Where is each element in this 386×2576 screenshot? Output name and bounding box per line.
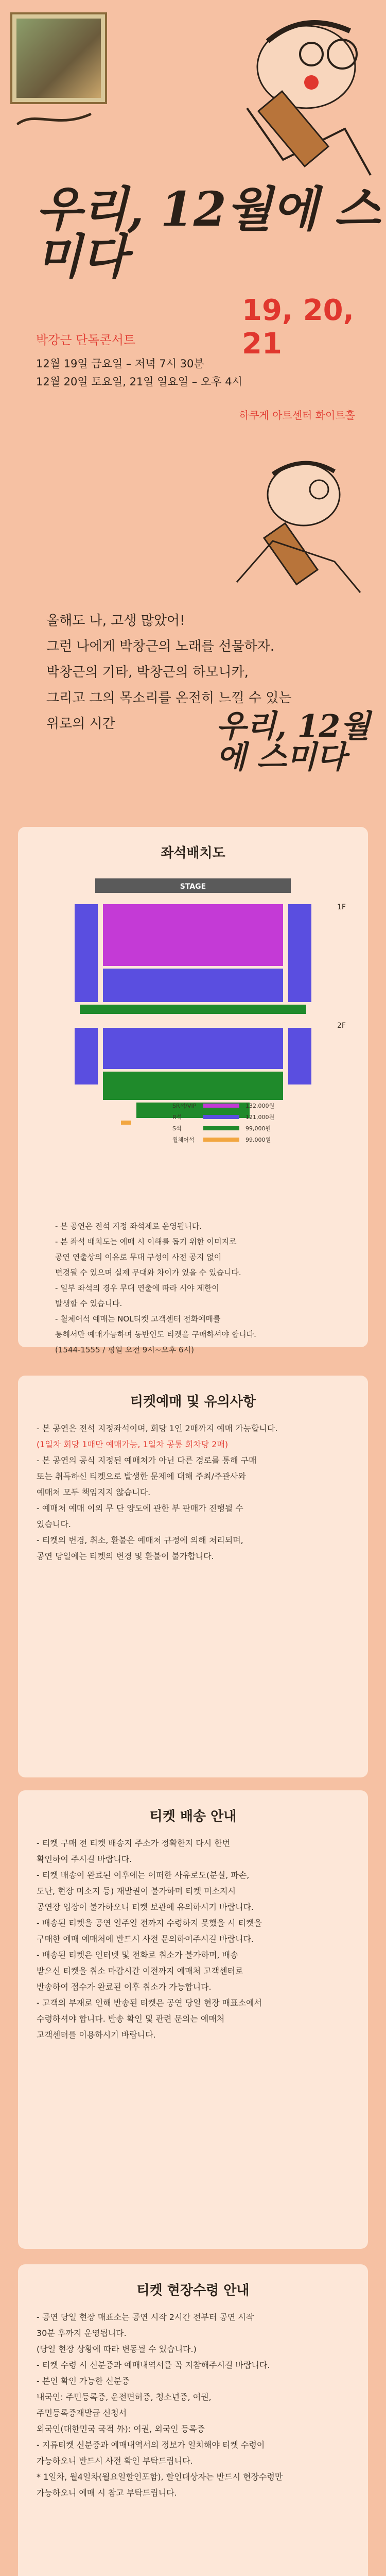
booking-item: 공연 당일에는 티켓의 변경 및 환불이 불가합니다. <box>37 1551 214 1561</box>
seat-note: 발생할 수 있습니다. <box>55 1299 122 1308</box>
seat-block-s-floor1 <box>80 1005 306 1014</box>
booking-item: - 본 공연은 전석 지정좌석이며, 회당 1인 2매까지 예매 가능합니다. <box>37 1423 278 1433</box>
legend-grade: S석 <box>172 1125 182 1132</box>
message-line: 그런 나에게 박창근의 노래를 선물하자. <box>46 639 275 654</box>
delivery-notice-card <box>18 1790 368 2249</box>
legend-row <box>172 1123 274 1134</box>
booking-list <box>18 1410 368 1574</box>
delivery-item: - 고객의 부재로 인해 반송된 티켓은 공연 당일 현장 매표소에서 <box>37 1998 262 2008</box>
seat-notes <box>37 1208 386 1368</box>
onsite-title: 티켓 현장수령 안내 <box>136 2283 250 2298</box>
message-line: 올해도 나, 고생 많았어! <box>46 613 185 629</box>
brush-stroke-decoration <box>15 108 93 129</box>
legend-price: 121,000원 <box>245 1114 275 1121</box>
onsite-item: 30분 후까지 운영됩니다. <box>37 2328 127 2338</box>
hero-dates: 19, 20, 21 <box>242 294 354 361</box>
delivery-item: - 배송된 티켓을 공연 일주일 전까지 수령하지 못했을 시 티켓을 <box>37 1918 262 1928</box>
seat-note: - 본 공연은 전석 지정 좌석제로 운영됩니다. <box>55 1222 202 1231</box>
booking-item: - 예매처 예매 이외 무 단 양도에 관한 부 판매가 진행될 수 <box>37 1503 243 1513</box>
delivery-item: 구매한 예매 예매처에 반드시 사전 문의하여주시길 바랍니다. <box>37 1934 254 1944</box>
legend-swatch <box>203 1104 239 1108</box>
seat-block-r-left <box>75 904 98 1002</box>
onsite-item: (당일 현장 상황에 따라 변동될 수 있습니다.) <box>37 2344 197 2354</box>
delivery-item: - 티켓 구매 전 티켓 배송지 주소가 정확한지 다시 한번 <box>37 1838 231 1848</box>
seat-note: 통해서만 예매가능하며 동반인도 티켓을 구매하셔야 합니다. <box>55 1330 256 1339</box>
message-line: 박창근의 기타, 박창근의 하모니카, <box>46 665 249 680</box>
hero-schedule-2: 12월 20일 토요일, 21일 일요일 – 오후 4시 <box>36 376 242 388</box>
message-line: 그리고 그의 목소리를 온전히 느낄 수 있는 <box>46 690 292 706</box>
seat-note: (1544-1555 / 평일 오전 9시~오후 6시) <box>55 1345 194 1354</box>
seat-note: 변경될 수 있으며 실제 무대와 차이가 있을 수 있습니다. <box>55 1268 241 1277</box>
onsite-item: 가능하오니 반드시 사전 확인 부탁드립니다. <box>37 2456 193 2466</box>
message-section <box>0 453 386 814</box>
booking-notice-card <box>18 1376 368 1777</box>
seat-block-r-center <box>103 969 283 1002</box>
seat-note: - 휠체어석 예매는 NOL티켓 고객센터 전화예매를 <box>55 1314 221 1324</box>
message-line: 위로의 시간 <box>46 716 115 732</box>
onsite-item: 주민등록증재발급 신청서 <box>37 2408 127 2418</box>
onsite-item: - 티켓 수령 시 신분증과 예매내역서를 꼭 지참해주시길 바랍니다. <box>37 2360 270 2370</box>
seat-block-r-2f-center <box>103 1028 283 1069</box>
singer-illustration <box>216 5 381 201</box>
booking-title: 티켓예매 및 유의사항 <box>130 1394 256 1410</box>
hero-title: 우리, 12월에 스미다 <box>36 181 380 284</box>
onsite-pickup-card <box>18 2264 368 2576</box>
legend-price: 99,000원 <box>245 1137 271 1143</box>
seat-block-vip <box>103 904 283 966</box>
onsite-item: - 공연 당일 현장 매표소는 공연 시작 2시간 전부터 공연 시작 <box>37 2312 254 2322</box>
hero-subtitle: 박강근 단독콘서트 <box>36 333 136 347</box>
legend-price: 99,000원 <box>245 1125 271 1132</box>
seat-map-card <box>18 827 368 1354</box>
booking-item: - 본 공연의 공식 지정된 예매처가 아닌 다른 경로를 통해 구매 <box>37 1455 257 1465</box>
delivery-item: 공연장 입장이 불가하오니 티켓 보관에 유의하시기 바랍니다. <box>37 1902 254 1912</box>
booking-item: - 티켓의 변경, 취소, 환불은 예매처 규정에 의해 처리되며, <box>37 1535 243 1545</box>
seat-note: - 일부 좌석의 경우 무대 연출에 따라 시야 제한이 <box>55 1283 219 1293</box>
floor-2-label: 2F <box>337 1022 346 1030</box>
legend-swatch <box>203 1138 239 1142</box>
hero-schedule-1: 12월 19일 금요일 – 저녁 7시 30분 <box>36 358 204 370</box>
delivery-item: 수령하셔야 합니다. 반송 확인 및 관련 문의는 예매처 <box>37 2014 225 2024</box>
seat-note: - 본 좌석 배치도는 예매 시 이해를 돕기 위한 이미지로 <box>55 1237 237 1246</box>
legend-swatch <box>203 1126 239 1130</box>
seat-map-title: 좌석배치도 <box>161 845 225 861</box>
seat-block-r-right <box>288 904 311 1002</box>
legend-swatch <box>203 1115 239 1119</box>
onsite-item: * 1일차, 월4일차(월요일할인포함), 할인대상자는 반드시 현장수령만 <box>37 2472 283 2482</box>
booking-item: 또는 취득하신 티켓으로 발생한 문제에 대해 주최/주관사와 <box>37 1471 246 1481</box>
legend-row <box>172 1134 274 1145</box>
onsite-item: 가능하오니 예매 시 참고 부탁드립니다. <box>37 2488 177 2498</box>
legend-grade: R석 <box>172 1114 182 1121</box>
wheelchair-seat <box>121 1121 131 1125</box>
booking-item-highlight: (1일차 회당 1매만 예매가능, 1일차 공통 회차당 2매) <box>37 1439 229 1449</box>
delivery-title: 티켓 배송 안내 <box>149 1809 237 1824</box>
stage-label: STAGE <box>180 883 206 891</box>
delivery-item: 확인하여 주시길 바랍니다. <box>37 1854 132 1864</box>
legend-row <box>172 1111 274 1123</box>
onsite-item: - 본인 확인 가능한 신분증 <box>37 2376 130 2386</box>
legend-grade: SR석/VIP <box>172 1103 197 1109</box>
onsite-item: 내국인: 주민등록증, 운전면허증, 청소년증, 여권, <box>37 2392 212 2402</box>
onsite-item: - 지류티켓 신분증과 예매내역서의 정보가 일치해야 티켓 수령이 <box>37 2440 265 2450</box>
floor-1-label: 1F <box>337 903 346 911</box>
legend-row <box>172 1100 274 1111</box>
seat-legend <box>172 1100 274 1145</box>
delivery-item: 받으신 티켓을 취소 마감시간 이전까지 예매처 고객센터로 <box>37 1966 243 1976</box>
delivery-item: 반송하여 접수가 완료된 이후 취소가 가능합니다. <box>37 1982 212 1992</box>
seat-note: 공연 연출상의 이유로 무대 구성이 사전 공지 없이 <box>55 1252 222 1262</box>
booking-item: 있습니다. <box>37 1519 71 1529</box>
seat-block-r-2f-right <box>288 1028 311 1084</box>
framed-painting <box>10 12 107 104</box>
delivery-item: - 티켓 배송이 완료된 이후에는 어떠한 사유로도(분실, 파손, <box>37 1870 250 1880</box>
delivery-item: 도난, 현장 미소지 등) 재발권이 불가하며 티켓 미소지시 <box>37 1886 236 1896</box>
onsite-item: 외국인(대한민국 국적 外): 여권, 외국인 등록증 <box>37 2424 205 2434</box>
booking-item: 예매처 모두 책임지지 않습니다. <box>37 1487 151 1497</box>
singer-guitar-illustration <box>216 453 371 598</box>
legend-grade: 휠체어석 <box>172 1137 195 1143</box>
message-title: 우리, 12월에 스미다 <box>216 708 371 775</box>
onsite-list <box>18 2299 368 2511</box>
seat-block-s-2f <box>103 1072 283 1100</box>
legend-price: 132,000원 <box>245 1103 275 1109</box>
hero-section <box>0 0 386 453</box>
delivery-list <box>18 1825 368 2053</box>
hero-venue: 하쿠게 아트센터 화이트홀 <box>239 409 355 421</box>
delivery-item: - 배송된 티켓은 인터넷 및 전화로 취소가 불가하며, 배송 <box>37 1950 238 1960</box>
delivery-item: 고객센터를 이용하시기 바랍니다. <box>37 2030 156 2040</box>
seat-block-r-2f-left <box>75 1028 98 1084</box>
